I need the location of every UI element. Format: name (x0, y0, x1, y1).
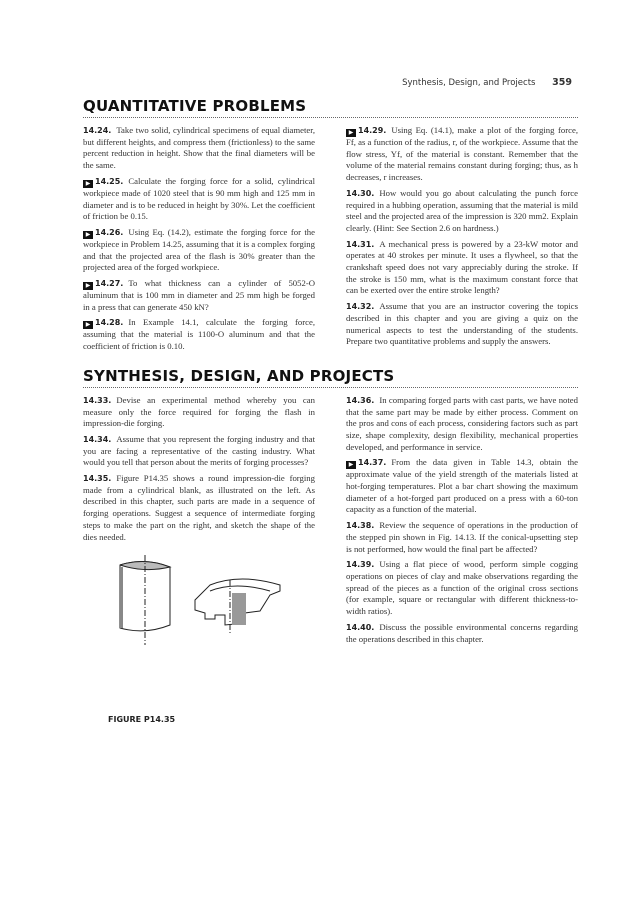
problem-number: 14.29. (358, 126, 387, 135)
section-divider (83, 117, 578, 118)
problem-item (83, 434, 315, 469)
problem-item (346, 622, 578, 645)
problem-item (346, 457, 578, 516)
problem-text: In Example 14.1, calculate the forging force, assuming that the material is 1100-O aluminum and that the coefficient of friction is 0.10. (83, 317, 315, 352)
cylindrical-blank-drawing (120, 555, 170, 645)
video-solution-icon: ▶ (83, 180, 93, 188)
video-solution-icon: ▶ (346, 129, 356, 137)
problem-text: Using a flat piece of wood, perform simple cogging operations on pieces of clay and make observations regarding the spread of the pieces as a function of the original cross sections (for example, square or rectangular with different thickness-to-width ratios). (346, 559, 578, 617)
problem-number: 14.40. (346, 622, 375, 632)
problem-item (83, 395, 315, 430)
problem-text: Figure P14.35 shows a round impression-die forging made from a cylindrical blank, as illustrated on the left. As described in this chapter, such parts are made in a sequence of forging operations. Suggest a sequence of intermediate forging steps to make the part on the right, and sketch the shape of the dies needed. (83, 473, 315, 542)
section-synthesis (83, 367, 578, 725)
column-right-synthesis (346, 395, 578, 649)
problem-item (346, 301, 578, 348)
section-columns (83, 395, 578, 725)
section-quantitative (83, 97, 578, 357)
problem-text: Assume that you are an instructor covering the topics described in this chapter and you are giving a quiz on the numerical aspects to test the understanding of the students. Prepare two quantitative problems and supply the answers. (346, 301, 578, 347)
section-divider (83, 387, 578, 388)
problem-item (83, 227, 315, 274)
problem-number: 14.24. (83, 126, 112, 135)
column-left-quantitative (83, 125, 315, 357)
column-left-synthesis (83, 395, 315, 543)
problem-number: 14.33. (83, 395, 112, 405)
figure-block (110, 555, 315, 725)
problem-item (83, 278, 315, 313)
problem-text: Discuss the possible environmental concerns regarding the operations described in this chapter. (346, 621, 578, 644)
problem-number: 14.35. (83, 474, 112, 484)
problem-text: To what thickness can a cylinder of 5052-O aluminum that is 100 mm in diameter and 25 mm high be forged in a press that can generate 450 kN? (83, 278, 315, 312)
problem-item (83, 176, 315, 223)
forged-part-drawing (195, 579, 280, 635)
problem-item (83, 473, 315, 543)
page-body (83, 97, 578, 735)
problem-item (83, 317, 315, 352)
problem-item (346, 239, 578, 298)
problem-number: 14.28. (95, 318, 124, 328)
running-head (402, 77, 572, 88)
section-title-synthesis: SYNTHESIS, DESIGN, AND PROJECTS (83, 366, 395, 385)
problem-number: 14.34. (83, 434, 112, 444)
problem-text: How would you go about calculating the punch force required in a hubbing operation, assuming that the material is mild steel and the projected area of the impression is 320 mm2. Explain clearly. (Hint: See Section 2.6 on hardness.) (346, 187, 578, 233)
section-columns (83, 125, 578, 357)
column-left-synthesis-wrap (83, 395, 315, 725)
problem-item (83, 125, 315, 172)
problem-number: 14.36. (346, 395, 375, 405)
video-solution-icon: ▶ (346, 461, 356, 469)
problem-text: Using Eq. (14.1), make a plot of the forging force, Ff, as a function of the radius, r, of the workpiece. Assume that the flow stress, Yf, of the material is constant. Remember that the volume of the material remains constant during forging; thus, as h decreases, r increases. (346, 125, 578, 183)
problem-text: Using Eq. (14.2), estimate the forging force for the workpiece in Problem 14.25, assuming that it is a complex forging and that the projected area of the flash is 30% greater than the projected area of the forged workpiece. (83, 226, 315, 273)
video-solution-icon: ▶ (83, 282, 93, 290)
section-title-quantitative: QUANTITATIVE PROBLEMS (83, 97, 307, 115)
problem-item (346, 125, 578, 184)
video-solution-icon: ▶ (83, 231, 93, 239)
problem-number: 14.38. (346, 521, 375, 531)
problem-number: 14.25. (95, 176, 124, 186)
video-solution-icon: ▶ (83, 321, 93, 329)
problem-number: 14.30. (346, 188, 375, 198)
running-title: Synthesis, Design, and Projects (402, 78, 536, 88)
problem-text: Assume that you represent the forging industry and that you are facing a representative of the casting industry. What would you tell that person about the merits of forging processes? (83, 433, 315, 468)
problem-number: 14.32. (346, 302, 375, 312)
problem-text: Calculate the forging force for a solid, cylindrical workpiece made of 1020 steel that is 90 mm high and 125 mm in diameter and is to be reduced in height by 30%. Let the coefficient of friction be 0.15. (83, 175, 315, 222)
problem-text: Take two solid, cylindrical specimens of equal diameter, but different heights, and compress them (frictionless) to the same percent reduction in height. Show that the final diameters will be the same. (83, 125, 315, 171)
problem-number: 14.37. (358, 458, 387, 468)
figure-p14-35 (110, 555, 310, 675)
problem-text: From the data given in Table 14.3, obtain the approximate value of the yield strength of the materials listed at hot-forging temperatures. Plot a bar chart showing the maximum diameter of a hot-forged part produced on a press with a 60-ton capacity as a function of the material. (346, 457, 578, 515)
problem-number: 14.39. (346, 560, 375, 570)
problem-text: Review the sequence of operations in the production of the stepped pin shown in Fig. 14.13. If the conical-upsetting step is not performed, how would the final part be affected? (346, 520, 578, 554)
figure-label: FIGURE P14.35 (108, 715, 176, 725)
problem-item (346, 395, 578, 454)
problem-number: 14.26. (95, 227, 124, 237)
problem-item (346, 188, 578, 235)
problem-item (346, 559, 578, 618)
problem-number: 14.31. (346, 239, 375, 249)
problem-number: 14.27. (95, 279, 124, 289)
problem-text: A mechanical press is powered by a 23-kW motor and operates at 40 strokes per minute. It uses a flywheel, so that the crankshaft speed does not vary appreciably during the stroke. If the stroke is 150 mm, what is the maximum constant force that can be exerted over the entire stroke length? (346, 238, 578, 296)
column-right-quantitative (346, 125, 578, 352)
problem-text: In comparing forged parts with cast parts, we have noted that the same part may be made by either process. Comment on the pros and cons of each process, considering factors such as part size, shape complexity, design flexibility, mechanical properties developed, and performance in service. (346, 394, 578, 452)
problem-item (346, 520, 578, 555)
problem-text: Devise an experimental method whereby you can measure only the force required for forging the flash in impression-die forging. (83, 394, 315, 429)
page-number: 359 (552, 77, 572, 88)
